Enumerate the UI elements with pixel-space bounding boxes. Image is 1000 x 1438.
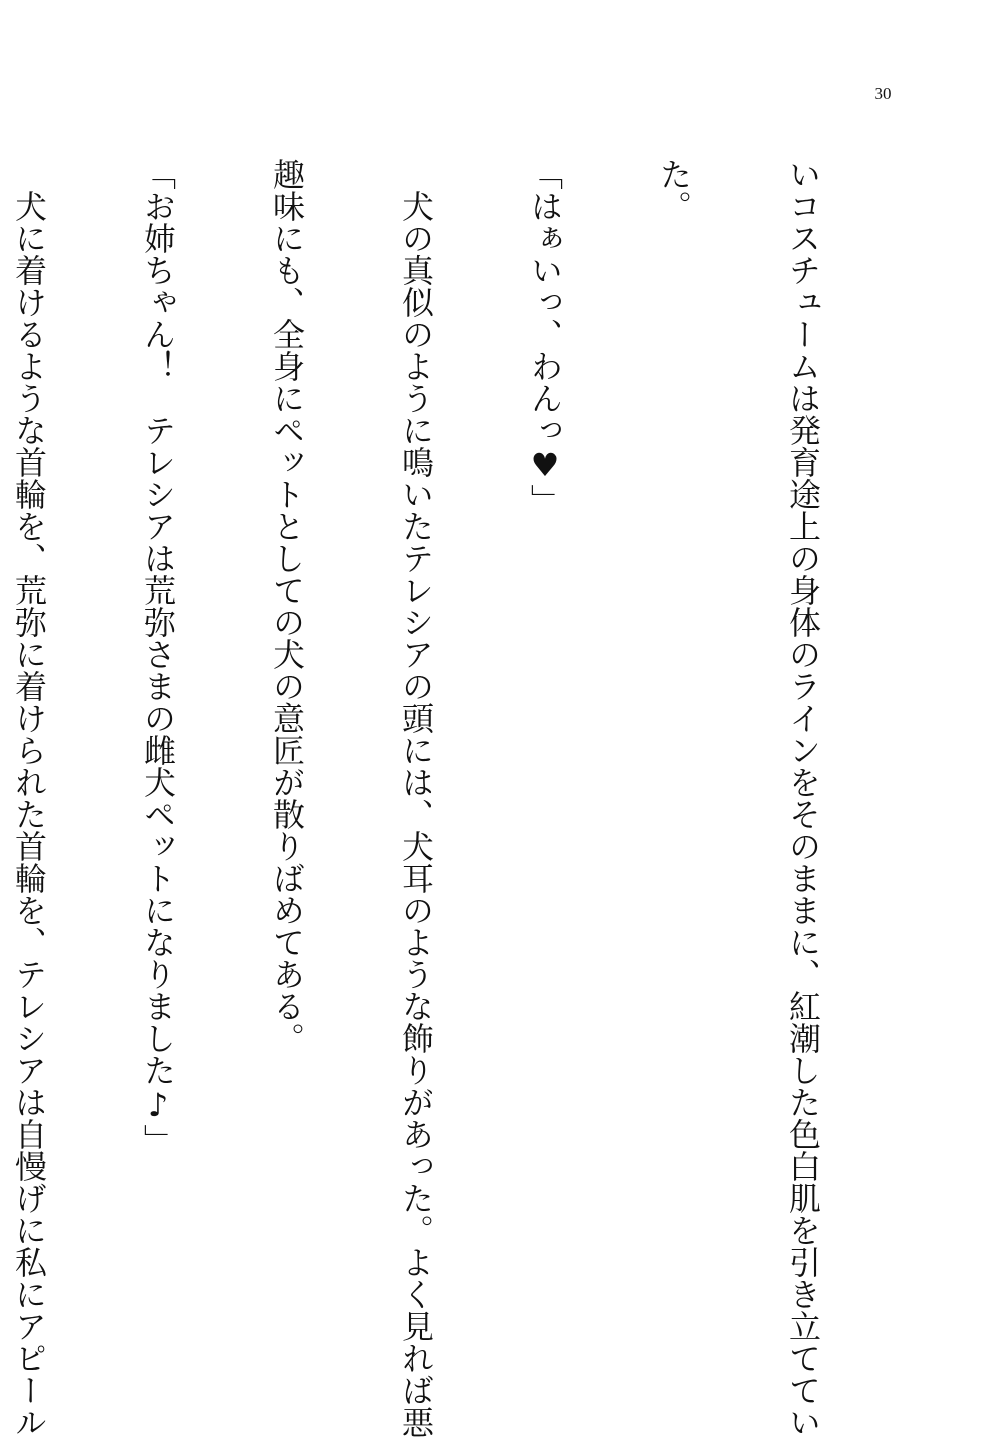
text-line: 「お姉ちゃん！ テレシアは荒弥さまの雌犬ペットになりました♪」 xyxy=(139,158,177,1156)
text-line: 犬の真似のように鳴いたテレシアの頭には、犬耳のような飾りがあった。よく見れば悪 xyxy=(397,158,435,1438)
page-number: 30 xyxy=(874,84,892,103)
text-line: 「はぁいっ、わんっ♥」 xyxy=(526,158,564,516)
text-line: た。 xyxy=(655,158,693,222)
text-line: 趣味にも、全身にペットとしての犬の意匠が散りばめてある。 xyxy=(268,158,306,1054)
text-line: 犬に着けるような首輪を、荒弥に着けられた首輪を、テレシアは自慢げに私にアピール xyxy=(10,158,48,1438)
body-text xyxy=(10,158,910,1438)
text-line: いコスチュームは発育途上の身体のラインをそのままに、紅潮した色白肌を引き立ててい xyxy=(784,158,822,1438)
